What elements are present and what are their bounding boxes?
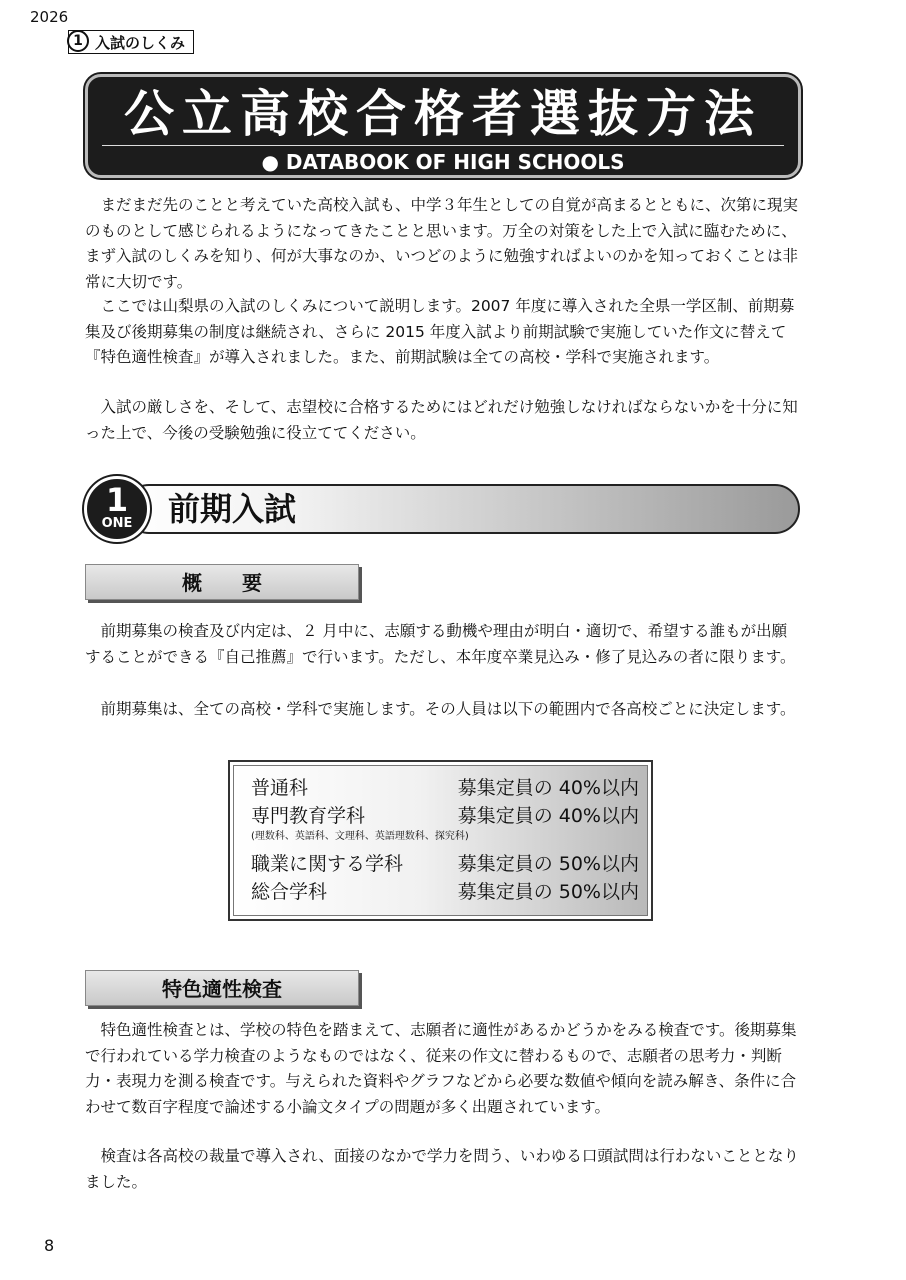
aptitude-paragraph-1: 特色適性検査とは、学校の特色を踏まえて、志願者に適性があるかどうかをみる検査です。後期募集で行われている学力検査のようなものではなく、従来の作文に替わるもので、志願者の思考力・判断力・表現力を測る検査です。与えられた資料やグラフなどから必要な数値や傾向を読み解き、条件に合わせて数百字程度で論述する小論文タイプの問題が多く出題されています。 xyxy=(85,1021,797,1116)
section-heading xyxy=(84,476,802,546)
quota-row xyxy=(251,878,639,906)
intro-paragraph-2: ここでは山梨県の入試のしくみについて説明します。2007 年度に導入された全県一学区制、前期募集及び後期募集の制度は継続され、さらに 2015 年度入試より前期試験で実施していた作文に替えて『特色適性検査』が導入されました。また、前期試験は全ての高校・学科で実施されます。 xyxy=(85,297,795,366)
title-banner xyxy=(85,74,801,178)
quota-limit: 募集定員の 50%以内 xyxy=(457,881,639,903)
quota-row xyxy=(251,802,639,830)
quota-table xyxy=(228,760,653,921)
section-number-badge xyxy=(84,476,150,542)
quota-note: (理数科、英語科、文理科、英語理数科、探究科) xyxy=(251,831,469,842)
quota-limit: 募集定員の 40%以内 xyxy=(457,805,639,827)
section-number: 1 xyxy=(105,481,129,519)
quota-dept: 普通科 xyxy=(251,777,309,799)
page-number: 8 xyxy=(44,1236,55,1255)
intro-paragraph-3: 入試の厳しさを、そして、志望校に合格するためにはどれだけ勉強しなければならないかを十分に知った上で、今後の受験勉強に役立ててください。 xyxy=(85,398,798,442)
section-number-word: ONE xyxy=(101,516,133,531)
overview-heading: 概 要 xyxy=(85,564,359,600)
aptitude-heading: 特色適性検査 xyxy=(85,970,359,1006)
chapter-label: 入試のしくみ xyxy=(95,33,186,52)
year-label: 2026 xyxy=(30,8,69,26)
quota-dept: 専門教育学科 xyxy=(251,805,366,827)
quota-dept: 職業に関する学科 xyxy=(251,853,404,875)
chapter-tag xyxy=(68,30,194,54)
page-title: 公立高校合格者選抜方法 xyxy=(124,85,762,143)
quota-table-inner xyxy=(233,765,648,916)
quota-row xyxy=(251,774,639,802)
quota-limit: 募集定員の 50%以内 xyxy=(457,853,639,875)
quota-row xyxy=(251,850,639,878)
quota-dept: 総合学科 xyxy=(251,881,328,903)
banner-subtitle: ● DATABOOK OF HIGH SCHOOLS xyxy=(261,150,625,174)
aptitude-paragraph-2: 検査は各高校の裁量で導入され、面接のなかで学力を問う、いわゆる口頭試問は行わないこととなりました。 xyxy=(85,1147,799,1191)
quota-limit: 募集定員の 40%以内 xyxy=(457,777,639,799)
overview-paragraph-2: 前期募集は、全ての高校・学科で実施します。その人員は以下の範囲内で各高校ごとに決定します。 xyxy=(100,700,796,718)
overview-paragraph-1: 前期募集の検査及び内定は、２ 月中に、志願する動機や理由が明白・適切で、希望する誰もが出願することができる『自己推薦』で行います。ただし、本年度卒業見込み・修了見込みの者に限ります。 xyxy=(85,622,796,666)
intro-paragraph-1: まだまだ先のことと考えていた高校入試も、中学３年生としての自覚が高まるとともに、次第に現実のものとして感じられるようになってきたことと思います。万全の対策をした上で入試に臨むために、まず入試のしくみを知り、何が大事なのか、いつどのように勉強すればよいのかを知っておくことは非常に大切です。 xyxy=(85,196,799,291)
banner-divider xyxy=(102,145,784,146)
chapter-number-circle: 1 xyxy=(67,30,89,52)
section-title: 前期入試 xyxy=(168,490,297,528)
